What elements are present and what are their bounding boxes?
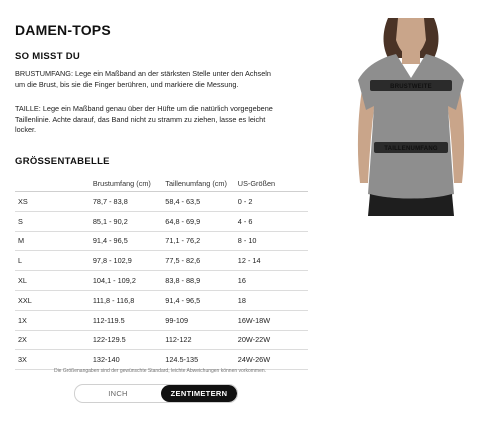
waist-cell: 124.5-135 (165, 350, 238, 370)
size-cell: 3X (15, 350, 93, 370)
waist-cell: 112-122 (165, 330, 238, 350)
table-row (15, 251, 308, 271)
us-size-cell: 0 - 2 (238, 192, 308, 212)
us-size-cell: 12 - 14 (238, 251, 308, 271)
chest-label: BRUSTWEITE (390, 84, 432, 90)
us-size-cell: 20W-22W (238, 330, 308, 350)
chest-cell: 111,8 - 116,8 (93, 290, 165, 310)
waist-cell: 58,4 - 63,5 (165, 192, 238, 212)
us-size-cell: 16 (238, 271, 308, 291)
neck-shape (402, 48, 420, 64)
us-size-cell: 4 - 6 (238, 211, 308, 231)
column-header-chest: Brustumfang (cm) (93, 175, 165, 192)
size-cell: L (15, 251, 93, 271)
waist-instructions: TAILLE: Lege ein Maßband genau über der Hüfte um die natürlich vorgegebene Taillenlinie. Achte darauf, das Band nicht zu stramm zu ziehen, lasse es leicht locker. (15, 104, 273, 135)
shirt-shape (358, 54, 464, 199)
waist-cell: 64,8 - 69,9 (165, 211, 238, 231)
page-title: DAMEN-TOPS (15, 22, 111, 38)
size-table-heading: GRÖSSENTABELLE (15, 156, 110, 167)
table-row (15, 271, 308, 291)
table-row (15, 310, 308, 330)
table-row (15, 330, 308, 350)
footnote: Die Größenangaben sind der gewünschte Standard, leichte Abweichungen können vorkommen. (53, 368, 267, 374)
unit-inch-button[interactable]: INCH (108, 389, 128, 398)
waist-cell: 77,5 - 82,6 (165, 251, 238, 271)
column-header-waist: Taillenumfang (cm) (165, 175, 238, 192)
chest-cell: 104,1 - 109,2 (93, 271, 165, 291)
waist-cell: 91,4 - 96,5 (165, 290, 238, 310)
us-size-cell: 18 (238, 290, 308, 310)
column-header-size (15, 175, 93, 192)
table-row (15, 211, 308, 231)
chest-cell: 122-129.5 (93, 330, 165, 350)
how-to-measure-heading: SO MISST DU (15, 51, 81, 62)
us-size-cell: 16W-18W (238, 310, 308, 330)
waist-cell: 99-109 (165, 310, 238, 330)
size-cell: 1X (15, 310, 93, 330)
unit-toggle (74, 384, 238, 403)
size-cell: S (15, 211, 93, 231)
chest-cell: 132-140 (93, 350, 165, 370)
us-size-cell: 24W-26W (238, 350, 308, 370)
size-cell: M (15, 231, 93, 251)
column-header-us-size: US-Größen (238, 175, 308, 192)
unit-cm-button[interactable]: ZENTIMETERN (161, 385, 237, 402)
chest-cell: 112-119.5 (93, 310, 165, 330)
table-row (15, 290, 308, 310)
measurement-figure (330, 18, 492, 216)
chest-cell: 85,1 - 90,2 (93, 211, 165, 231)
table-row (15, 231, 308, 251)
table-row (15, 192, 308, 212)
size-cell: XS (15, 192, 93, 212)
chest-cell: 97,8 - 102,9 (93, 251, 165, 271)
us-size-cell: 8 - 10 (238, 231, 308, 251)
waist-cell: 83,8 - 88,9 (165, 271, 238, 291)
table-row (15, 350, 308, 370)
chest-cell: 91,4 - 96,5 (93, 231, 165, 251)
waist-label: TAILLENUMFANG (384, 146, 438, 152)
table-header-row (15, 175, 308, 192)
size-cell: XXL (15, 290, 93, 310)
size-cell: XL (15, 271, 93, 291)
size-cell: 2X (15, 330, 93, 350)
waist-cell: 71,1 - 76,2 (165, 231, 238, 251)
chest-cell: 78,7 - 83,8 (93, 192, 165, 212)
size-table (15, 175, 308, 370)
chest-instructions: BRUSTUMFANG: Lege ein Maßband an der stärksten Stelle unter den Achseln um die Brust, bis sie die Finger berühren, und markiere die Messung. (15, 69, 271, 89)
